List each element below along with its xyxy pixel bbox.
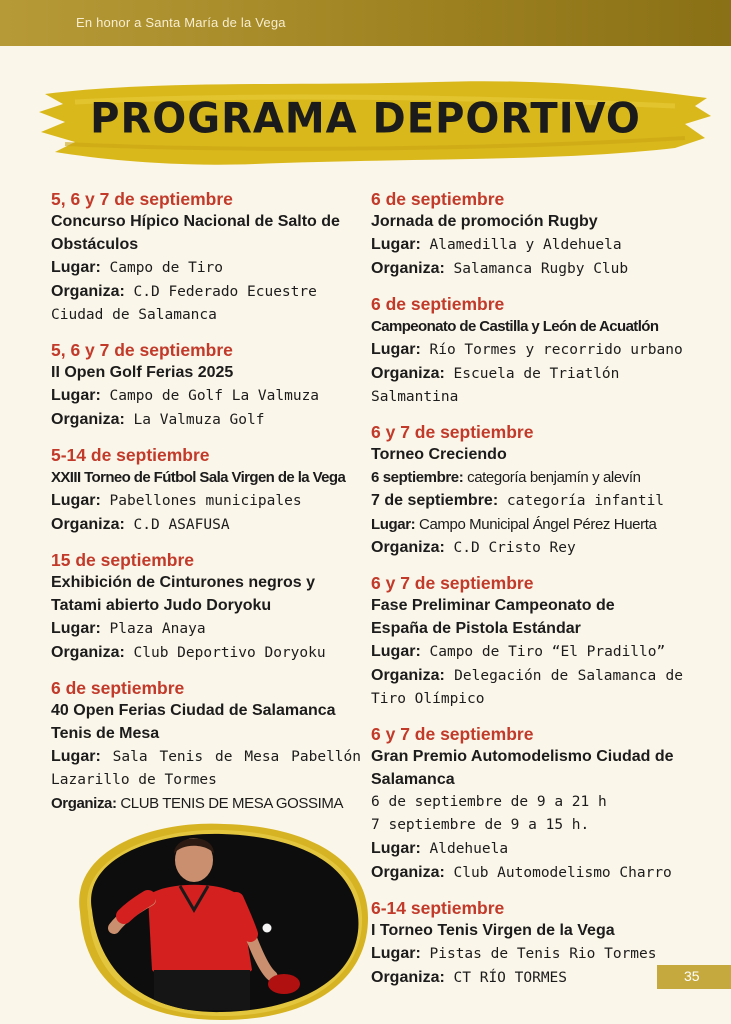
organiza-value: Club Deportivo Doryoku xyxy=(133,645,326,661)
event-item xyxy=(51,339,361,432)
lugar-label: Lugar: xyxy=(371,643,421,660)
lugar-label: Lugar: xyxy=(51,387,101,404)
event-lugar xyxy=(51,256,361,280)
organiza-value: CLUB TENIS DE MESA GOSSIMA xyxy=(120,795,344,812)
event-date: 6 de septiembre xyxy=(51,678,185,698)
organiza-label: Organiza: xyxy=(51,283,125,300)
organiza-label: Organiza: xyxy=(371,539,445,556)
event-lugar xyxy=(371,338,683,362)
organiza-label: Organiza: xyxy=(51,795,117,812)
event-lugar xyxy=(51,745,361,769)
page-title: PROGRAMA DEPORTIVO xyxy=(90,94,641,144)
lugar-label: Lugar: xyxy=(51,492,101,509)
header-text: En honor a Santa María de la Vega xyxy=(76,15,286,30)
event-title: 40 Open Ferias Ciudad de Salamanca xyxy=(51,702,336,719)
lugar-value: Campo de Golf La Valmuza xyxy=(109,388,320,404)
event-lugar xyxy=(371,640,683,664)
event-title: XXIII Torneo de Fútbol Sala Virgen de la Vega xyxy=(51,469,346,486)
lugar-label: Lugar: xyxy=(371,236,421,253)
organiza-value-cont: Tiro Olímpico xyxy=(371,691,485,707)
event-lugar xyxy=(51,617,361,641)
lugar-label: Lugar: xyxy=(371,840,421,857)
organiza-label: Organiza: xyxy=(371,260,445,277)
event-title: II Open Golf Ferias 2025 xyxy=(51,364,234,381)
lugar-value: Campo Municipal Ángel Pérez Huerta xyxy=(419,516,657,533)
event-date: 6 de septiembre xyxy=(371,294,505,314)
lugar-value: Campo de Tiro “El Pradillo” xyxy=(429,644,666,660)
organiza-value: C.D Cristo Rey xyxy=(453,540,576,556)
organiza-label: Organiza: xyxy=(371,864,445,881)
event-item xyxy=(371,421,683,560)
event-date: 6 y 7 de septiembre xyxy=(371,573,534,593)
organiza-label: Organiza: xyxy=(371,667,445,684)
event-organiza xyxy=(371,362,683,409)
event-item xyxy=(51,444,361,537)
event-item xyxy=(51,188,361,327)
lugar-label: Lugar: xyxy=(51,259,101,276)
event-extra xyxy=(371,466,683,489)
event-item xyxy=(371,723,683,885)
event-title-cont: Tenis de Mesa xyxy=(51,725,160,742)
event-organiza xyxy=(51,641,361,665)
event-organiza xyxy=(371,664,683,688)
event-lugar xyxy=(51,489,361,513)
event-organiza xyxy=(371,966,683,990)
event-organiza xyxy=(51,280,361,304)
lugar-value: Campo de Tiro xyxy=(109,260,224,276)
event-lugar xyxy=(51,384,361,408)
left-column xyxy=(51,188,361,827)
organiza-value: Club Automodelismo Charro xyxy=(453,865,672,881)
event-title: Torneo Creciendo xyxy=(371,446,507,463)
event-title: Jornada de promoción Rugby xyxy=(371,213,598,230)
lugar-label: Lugar: xyxy=(371,516,416,533)
lugar-value-cont: Lazarillo de Tormes xyxy=(51,772,217,788)
extra-label: 6 septiembre: xyxy=(371,469,464,486)
event-title: Concurso Hípico Nacional de Salto de xyxy=(51,213,340,230)
lugar-label: Lugar: xyxy=(51,620,101,637)
event-item xyxy=(371,188,683,281)
organiza-label: Organiza: xyxy=(51,516,125,533)
event-title-cont: Obstáculos xyxy=(51,236,139,253)
organiza-label: Organiza: xyxy=(371,969,445,986)
organiza-value: Salamanca Rugby Club xyxy=(453,261,629,277)
lugar-value: Río Tormes y recorrido urbano xyxy=(429,342,683,358)
lugar-value: Plaza Anaya xyxy=(109,621,206,637)
lugar-label: Lugar: xyxy=(371,341,421,358)
lugar-label: Lugar: xyxy=(371,945,421,962)
event-date: 5, 6 y 7 de septiembre xyxy=(51,189,233,209)
event-schedule: 6 de septiembre de 9 a 21 h xyxy=(371,794,607,810)
organiza-value: C.D Federado Ecuestre xyxy=(133,284,317,300)
extra-value: categoría benjamín y alevín xyxy=(467,469,641,486)
extra-value: categoría infantil xyxy=(506,493,665,509)
organiza-label: Organiza: xyxy=(51,411,125,428)
event-date: 6 y 7 de septiembre xyxy=(371,724,534,744)
event-title-cont: España de Pistola Estándar xyxy=(371,620,581,637)
lugar-value: Pistas de Tenis Rio Tormes xyxy=(429,946,657,962)
event-organiza xyxy=(371,536,683,560)
event-lugar xyxy=(371,513,683,536)
lugar-value: Sala Tenis de Mesa Pabellón xyxy=(112,749,361,765)
organiza-value: La Valmuza Golf xyxy=(133,412,265,428)
event-date: 15 de septiembre xyxy=(51,550,194,570)
event-item xyxy=(371,897,683,990)
event-extra xyxy=(371,489,683,513)
event-organiza xyxy=(371,257,683,281)
event-item xyxy=(371,572,683,711)
event-title: Gran Premio Automodelismo Ciudad de xyxy=(371,748,674,765)
event-organiza xyxy=(51,513,361,537)
lugar-value: Pabellones municipales xyxy=(109,493,302,509)
organiza-label: Organiza: xyxy=(371,365,445,382)
organiza-value: C.D ASAFUSA xyxy=(133,517,230,533)
event-lugar xyxy=(371,233,683,257)
extra-label: 7 de septiembre: xyxy=(371,492,499,509)
event-date: 6 de septiembre xyxy=(371,189,505,209)
event-date: 5, 6 y 7 de septiembre xyxy=(51,340,233,360)
event-title-cont: Tatami abierto Judo Doryoku xyxy=(51,597,272,614)
lugar-value: Aldehuela xyxy=(429,841,509,857)
event-date: 6-14 septiembre xyxy=(371,898,505,918)
event-organiza xyxy=(371,861,683,885)
event-organiza xyxy=(51,408,361,432)
organiza-value-cont: Ciudad de Salamanca xyxy=(51,307,217,323)
event-item xyxy=(51,677,361,815)
organiza-label: Organiza: xyxy=(51,644,125,661)
table-tennis-photo xyxy=(62,820,372,1020)
lugar-value: Alamedilla y Aldehuela xyxy=(429,237,622,253)
organiza-value: CT RÍO TORMES xyxy=(453,970,568,986)
event-organiza xyxy=(51,792,361,815)
event-title: Fase Preliminar Campeonato de xyxy=(371,597,615,614)
event-title: I Torneo Tenis Virgen de la Vega xyxy=(371,922,615,939)
event-title: Campeonato de Castilla y León de Acuatlón xyxy=(371,318,659,335)
event-title-cont: Salamanca xyxy=(371,771,455,788)
event-date: 5-14 de septiembre xyxy=(51,445,210,465)
event-title: Exhibición de Cinturones negros y xyxy=(51,574,316,591)
organiza-value: Delegación de Salamanca de xyxy=(454,668,683,684)
lugar-label: Lugar: xyxy=(51,748,101,765)
event-item xyxy=(371,293,683,409)
event-item xyxy=(51,549,361,665)
event-lugar xyxy=(371,942,683,966)
organiza-value: Escuela de Triatlón Salmantina xyxy=(371,366,620,405)
right-column xyxy=(371,188,683,1002)
event-schedule: 7 septiembre de 9 a 15 h. xyxy=(371,817,590,833)
event-lugar xyxy=(371,837,683,861)
page-number: 35 xyxy=(684,968,700,984)
event-date: 6 y 7 de septiembre xyxy=(371,422,534,442)
